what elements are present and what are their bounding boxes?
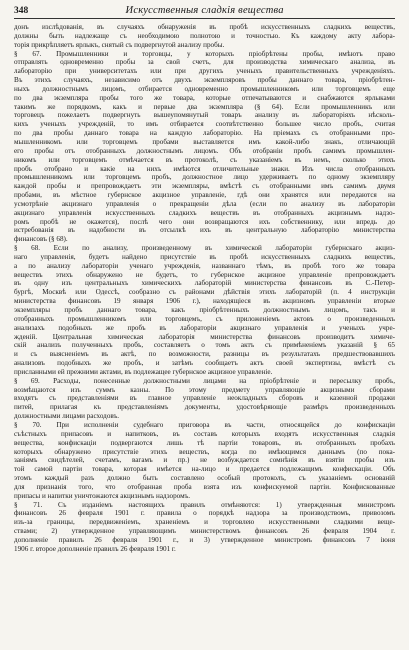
page-number: 348: [14, 6, 29, 16]
text-line: входятъ съ представленіями въ главное управленіе неокладныхъ сборовъ и казенной продажи: [14, 394, 395, 403]
running-title: Искусственныя сладкія вещества: [125, 5, 284, 16]
text-line: бургѣ, Москвѣ или Одессѣ, сообразно съ районами дѣйствія этихъ лабораторій (п. 4 инструкціи: [14, 288, 395, 297]
text-line: 1906 г. второе дополненіе правилъ 26 февраля 1901 г.: [14, 544, 176, 553]
text-line: промышленникомъ или торговцемъ пробъ, должностное лицо удерживаетъ по одному экземпляру: [14, 173, 395, 182]
text-line: никомъ или торговцемъ отмѣчается въ протоколѣ, съ указаніемъ въ немъ, сколько этихъ: [14, 155, 395, 164]
text-line: и съ выясненіемъ въ актѣ, по возможности, разницы въ результатахъ предшествовавшихъ: [14, 350, 395, 359]
text-line: припасы и напитки уничтожаются акцизнымъ надзоромъ.: [14, 491, 191, 500]
text-line: пробъ отобрано и какіе на нихъ имѣются отличительные знаки. Изъ числа отобранныхъ: [14, 164, 395, 173]
text-line: такимъ же порядкомъ, какъ и первые два экземпляра (§ 64). Если промышленникъ или: [14, 102, 395, 111]
text-line: каждой пробы и препровождаетъ эти экземпляры, вмѣстѣ съ отобранными имъ самимъ двумя: [14, 182, 395, 191]
text-line: Въ этихъ случаяхъ, независимо отъ двухъ экземпляровъ пробы даннаго товара, пріобрѣтен-: [14, 76, 395, 85]
text-line: § 69. Расходы, понесенные должностными лицами на пріобрѣтеніе и пересылку пробъ,: [14, 376, 395, 385]
text-line: мышленникомъ или торговцемъ пробами выставляется имъ какой-либо знакъ, отличающій: [14, 137, 395, 146]
text-line: экземпляры пробъ даннаго товара, какъ пріобрѣтенныхъ должностнымъ лицомъ, такъ и: [14, 306, 395, 314]
text-line: по два экземпляра пробы того же товара, которые отпечатываются и снабжаются ярлыками: [14, 93, 395, 102]
text-line: ромъ пробѣ не окажется), послѣ чего они возвращаются ихъ собственнику, или впредь до: [14, 217, 395, 226]
text-line: жденій. Центральная химическая лабораторія министерства финансовъ производитъ химиче-: [14, 332, 395, 341]
text-line: министерства финансовъ 19 января 1906 г.), находящіеся въ акцизномъ управленіи вторые: [14, 297, 395, 306]
text-line: ствами; 2) утвержденное управляющимъ министерствомъ финансовъ 26 февраля 1904 г.: [14, 527, 395, 536]
text-line: скій анализъ полученныхъ пробъ, составляетъ о томъ актъ съ примѣненіемъ указаній § 65: [14, 341, 395, 350]
text-line: анализовъ подобныхъ же пробъ, и затѣмъ сообщаетъ актъ своей экспертизы, вмѣстѣ съ: [14, 359, 395, 368]
text-line: дополненіе правилъ 26 февраля 1901 г., и 3) утвержденное министромъ финансовъ 7 іюня: [14, 535, 395, 544]
text-line: § 70. При исполненіи судебнаго приговора въ части, относящейся до конфискаціи: [14, 420, 395, 429]
text-line: должностными лицами расходовъ.: [14, 412, 120, 421]
text-line: по два пробы даннаго товара на каждую лабораторію. На пріемахъ съ отобранными про-: [14, 129, 395, 138]
text-line: изъ-за границы, передвиженіемъ, храненіемъ и торговлею искусственными сладкими веще-: [14, 518, 395, 527]
text-line: § 68. Если по анализу, произведенному въ химической лабораторіи губернскаго акциз-: [14, 244, 395, 253]
text-line: пробами, въ мѣстное губернское акцизное управленіе, гдѣ они хранятся или передаются на: [14, 191, 395, 200]
text-line: отобранныхъ промышленникомъ или торговцемъ, съ приложеніемъ актовъ о произведенныхъ: [14, 314, 395, 323]
text-line: донъ изслѣдованія, въ случаяхъ обнаруженія въ пробѣ искусственныхъ сладкихъ веществъ,: [14, 23, 395, 31]
text-line: ныхъ должностнымъ лицомъ, отбирается одновременно промышленникомъ или торговцемъ еще: [14, 84, 395, 93]
text-line: той самой партіи товара, которая имѣется на-лицо и предается подлежащимъ конфискаціи. Объ: [14, 465, 395, 474]
text-line: § 71. Съ изданіемъ настоящихъ правилъ отмѣняются: 1) утвержденныя министромъ: [14, 500, 395, 509]
text-line: отправлять одновременно пробы за свой счетъ, для производства химическаго анализа, въ: [14, 58, 395, 67]
page-header: [14, 5, 395, 19]
text-line: торговецъ пожелаетъ подвергнуть вышеупомянутый товаръ анализу въ лабораторіяхъ нѣсколь-: [14, 111, 395, 120]
text-line: лабораторію при университетахъ или при другихъ ученыхъ правительственныхъ учрежденіяхъ.: [14, 67, 395, 76]
text-line: съѣстныхъ припасовъ и напитковъ, въ составъ которыхъ входятъ искусственныя сладкія: [14, 429, 395, 438]
text-line: питей, прилагая къ представленіямъ документы, удостовѣряющіе размѣръ произведенныхъ: [14, 403, 395, 412]
text-line: возмѣщаются изъ суммъ казны. По этому предмету управляющіе акцизными сборами: [14, 385, 395, 394]
text-line: вещества, конфискаціи подвергаются лишь тѣ партіи товаровъ, въ отобранныхъ пробахъ: [14, 438, 395, 447]
text-line: анализахъ подобныхъ же пробъ въ лабораторіи акцизнаго управленія и ученыхъ учре-: [14, 323, 395, 332]
text-line: должны быть надлежаще съ необходимою полнотою и точностью. Къ каждому акту лабора-: [14, 31, 395, 40]
text-line: § 67. Промышленники и торговцы, у которыхъ пріобрѣтены пробы, имѣютъ право: [14, 49, 395, 58]
text-line: а по анализу лабораторіи ученаго учрежденія, названнаго тѣмъ, въ пробѣ того же товара: [14, 261, 395, 270]
text-line: усмотрѣніе акцизнаго управленія о прекращеніи дѣла (если по анализу въ лабораторіи: [14, 199, 395, 208]
page-body: [14, 23, 395, 554]
text-line: финансовъ 26 февраля 1901 г. правила о порядкѣ надзора за производствомъ, привозомъ: [14, 509, 395, 518]
text-line: истребованія въ надобности въ отсылкѣ ихъ въ центральную лабораторію министерства: [14, 226, 395, 235]
text-line: наго управленія, будетъ найдено присутствіе въ пробѣ искусственныхъ сладкихъ веществъ,: [14, 252, 395, 261]
text-line: его пробы отъ отобранныхъ должностнымъ лицомъ. Объ отобраніи пробъ самимъ промышлен-: [14, 146, 395, 155]
text-line: финансовъ (§ 68).: [14, 235, 68, 244]
text-line: веществъ этихъ обнаружено не будетъ, то губернское акцизное управленіе препровождаетъ: [14, 270, 395, 279]
text-line: этомъ каждый разъ должно быть составлено особый протоколъ, съ указаніемъ основаній: [14, 474, 395, 483]
text-line: которыхъ обнаружено присутствіе этихъ веществъ, когда по имѣющимся даннымъ (по пока-: [14, 447, 395, 456]
text-line: торія прикрѣпляетъ ярлыкъ, снятый съ подвергнутой анализу пробы.: [14, 40, 225, 49]
text-line: для признанія того, что отобранная проба взята изъ конфискуемой партіи. Конфискованные: [14, 482, 395, 491]
text-line: акцизнаго управленія искусственныхъ сладкихъ веществъ въ отобранныхъ акцизнымъ надзо-: [14, 208, 395, 217]
text-line: въ одну изъ центральныхъ химическихъ лабораторій министерства финансовъ въ С.-Петер-: [14, 279, 395, 288]
text-line: кихъ ученыхъ учрежденій, то имъ отбирается соотвѣтственно большее число пробъ, считая: [14, 120, 395, 129]
text-line: заніямъ свидѣтелей, счетамъ, вагамъ и пр.) не возбуждается сомнѣнія въ взятіи пробы изъ: [14, 456, 395, 465]
text-line: присланными ей прежними актами, въ подлежащее губернское акцизное управленіе.: [14, 367, 273, 376]
